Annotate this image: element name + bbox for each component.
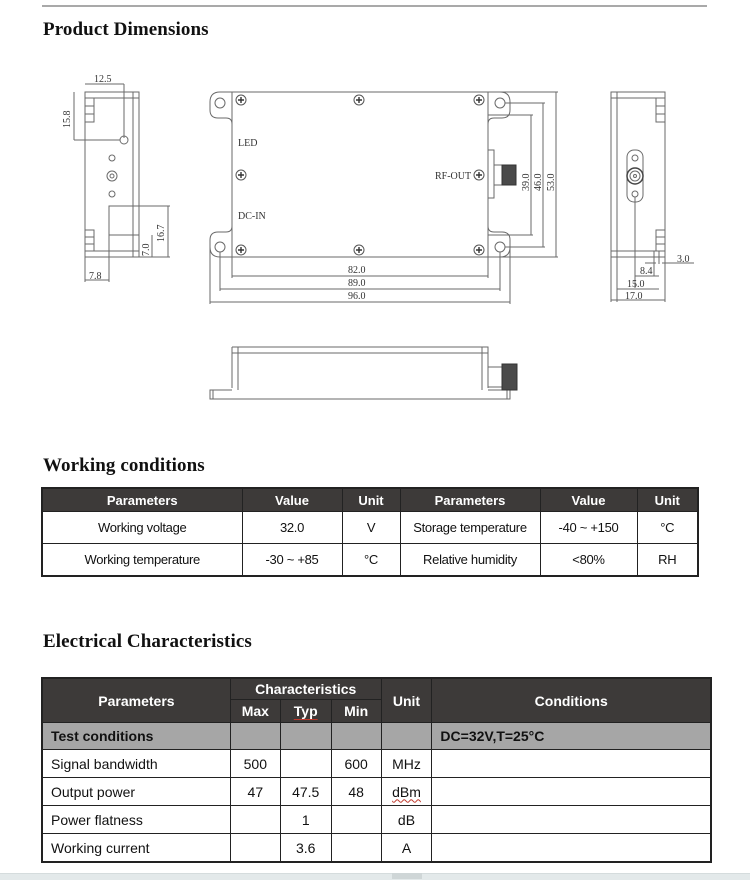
cell-value: <80% xyxy=(540,544,637,577)
table-row xyxy=(42,750,711,778)
label-rf-out: RF-OUT xyxy=(435,171,472,182)
cell-parameter: Working temperature xyxy=(42,544,242,577)
col-header-typ-label: Typ xyxy=(293,703,318,719)
dim-3: 3.0 xyxy=(677,254,690,265)
cell-min: 48 xyxy=(331,778,381,806)
section-title-working-conditions: Working conditions xyxy=(43,455,205,476)
cell-conditions xyxy=(432,806,711,834)
side-view xyxy=(74,84,170,282)
table-row xyxy=(42,834,711,863)
cell-unit: MHz xyxy=(381,750,432,778)
top-view xyxy=(210,92,558,304)
cell-max xyxy=(230,723,280,750)
cell-parameter: Working voltage xyxy=(42,512,242,544)
cell-max: 500 xyxy=(230,750,280,778)
profile-view xyxy=(210,347,517,399)
cell-unit: RH xyxy=(637,544,698,577)
cell-parameter: Power flatness xyxy=(42,806,230,834)
cell-typ xyxy=(280,750,331,778)
dim-17: 17.0 xyxy=(625,291,643,302)
cell-typ: 47.5 xyxy=(280,778,331,806)
dim-53: 53.0 xyxy=(546,173,557,191)
col-header-conditions: Conditions xyxy=(432,678,711,723)
table-row xyxy=(42,512,698,544)
cell-conditions xyxy=(432,834,711,863)
label-led: LED xyxy=(238,138,258,149)
cell-value: -30 ~ +85 xyxy=(242,544,342,577)
cell-max xyxy=(230,806,280,834)
cell-parameter: Relative humidity xyxy=(400,544,540,577)
cell-max xyxy=(230,834,280,863)
dim-15: 15.0 xyxy=(627,279,645,290)
cell-value: -40 ~ +150 xyxy=(540,512,637,544)
table-row xyxy=(42,778,711,806)
cell-max: 47 xyxy=(230,778,280,806)
cell-typ: 3.6 xyxy=(280,834,331,863)
electrical-characteristics-table xyxy=(41,677,712,863)
dim-7-0: 7.0 xyxy=(141,243,152,256)
cell-unit: V xyxy=(342,512,400,544)
col-header-characteristics: Characteristics xyxy=(230,678,381,700)
cell-parameter: Output power xyxy=(42,778,230,806)
scrollbar-thumb[interactable] xyxy=(392,873,422,879)
cell-parameter: Signal bandwidth xyxy=(42,750,230,778)
col-header-unit: Unit xyxy=(342,488,400,512)
table-header-row xyxy=(42,678,711,700)
cell-unit: A xyxy=(381,834,432,863)
cell-conditions: DC=32V,T=25°C xyxy=(432,723,711,750)
working-conditions-table xyxy=(41,487,699,577)
dim-12-5: 12.5 xyxy=(94,74,112,85)
cell-parameter: Test conditions xyxy=(42,723,230,750)
cell-conditions xyxy=(432,750,711,778)
cell-unit xyxy=(381,778,432,806)
dim-39: 39.0 xyxy=(521,173,532,191)
col-header-max: Max xyxy=(230,700,280,723)
dim-82: 82.0 xyxy=(348,265,366,276)
dimension-drawing xyxy=(0,0,750,420)
col-header-parameters-2: Parameters xyxy=(400,488,540,512)
col-header-min: Min xyxy=(331,700,381,723)
col-header-value: Value xyxy=(242,488,342,512)
dim-7-8: 7.8 xyxy=(89,271,102,282)
test-conditions-row xyxy=(42,723,711,750)
section-title-electrical-characteristics: Electrical Characteristics xyxy=(43,631,252,652)
col-header-value-2: Value xyxy=(540,488,637,512)
cell-min xyxy=(331,806,381,834)
col-header-parameters: Parameters xyxy=(42,678,230,723)
dim-89: 89.0 xyxy=(348,278,366,289)
cell-min: 600 xyxy=(331,750,381,778)
cell-typ xyxy=(280,723,331,750)
cell-typ: 1 xyxy=(280,806,331,834)
dim-15-8: 15.8 xyxy=(62,110,73,128)
spellcheck-underlined-unit: dBm xyxy=(392,783,421,800)
cell-unit: °C xyxy=(342,544,400,577)
cell-unit: °C xyxy=(637,512,698,544)
table-row xyxy=(42,806,711,834)
cell-unit xyxy=(381,723,432,750)
col-header-parameters: Parameters xyxy=(42,488,242,512)
col-header-unit-2: Unit xyxy=(637,488,698,512)
col-header-typ xyxy=(280,700,331,723)
cell-conditions xyxy=(432,778,711,806)
dim-8-4: 8.4 xyxy=(640,266,653,277)
cell-parameter: Storage temperature xyxy=(400,512,540,544)
dim-96: 96.0 xyxy=(348,291,366,302)
dim-16-7: 16.7 xyxy=(156,224,167,242)
section-title-product-dimensions: Product Dimensions xyxy=(43,19,209,40)
cell-parameter: Working current xyxy=(42,834,230,863)
table-header-row xyxy=(42,488,698,512)
cell-value: 32.0 xyxy=(242,512,342,544)
cell-min xyxy=(331,834,381,863)
table-row xyxy=(42,544,698,577)
label-dc-in: DC-IN xyxy=(238,211,266,222)
cell-min xyxy=(331,723,381,750)
end-view xyxy=(611,92,694,302)
cell-unit: dB xyxy=(381,806,432,834)
dim-46: 46.0 xyxy=(533,173,544,191)
col-header-unit: Unit xyxy=(381,678,432,723)
